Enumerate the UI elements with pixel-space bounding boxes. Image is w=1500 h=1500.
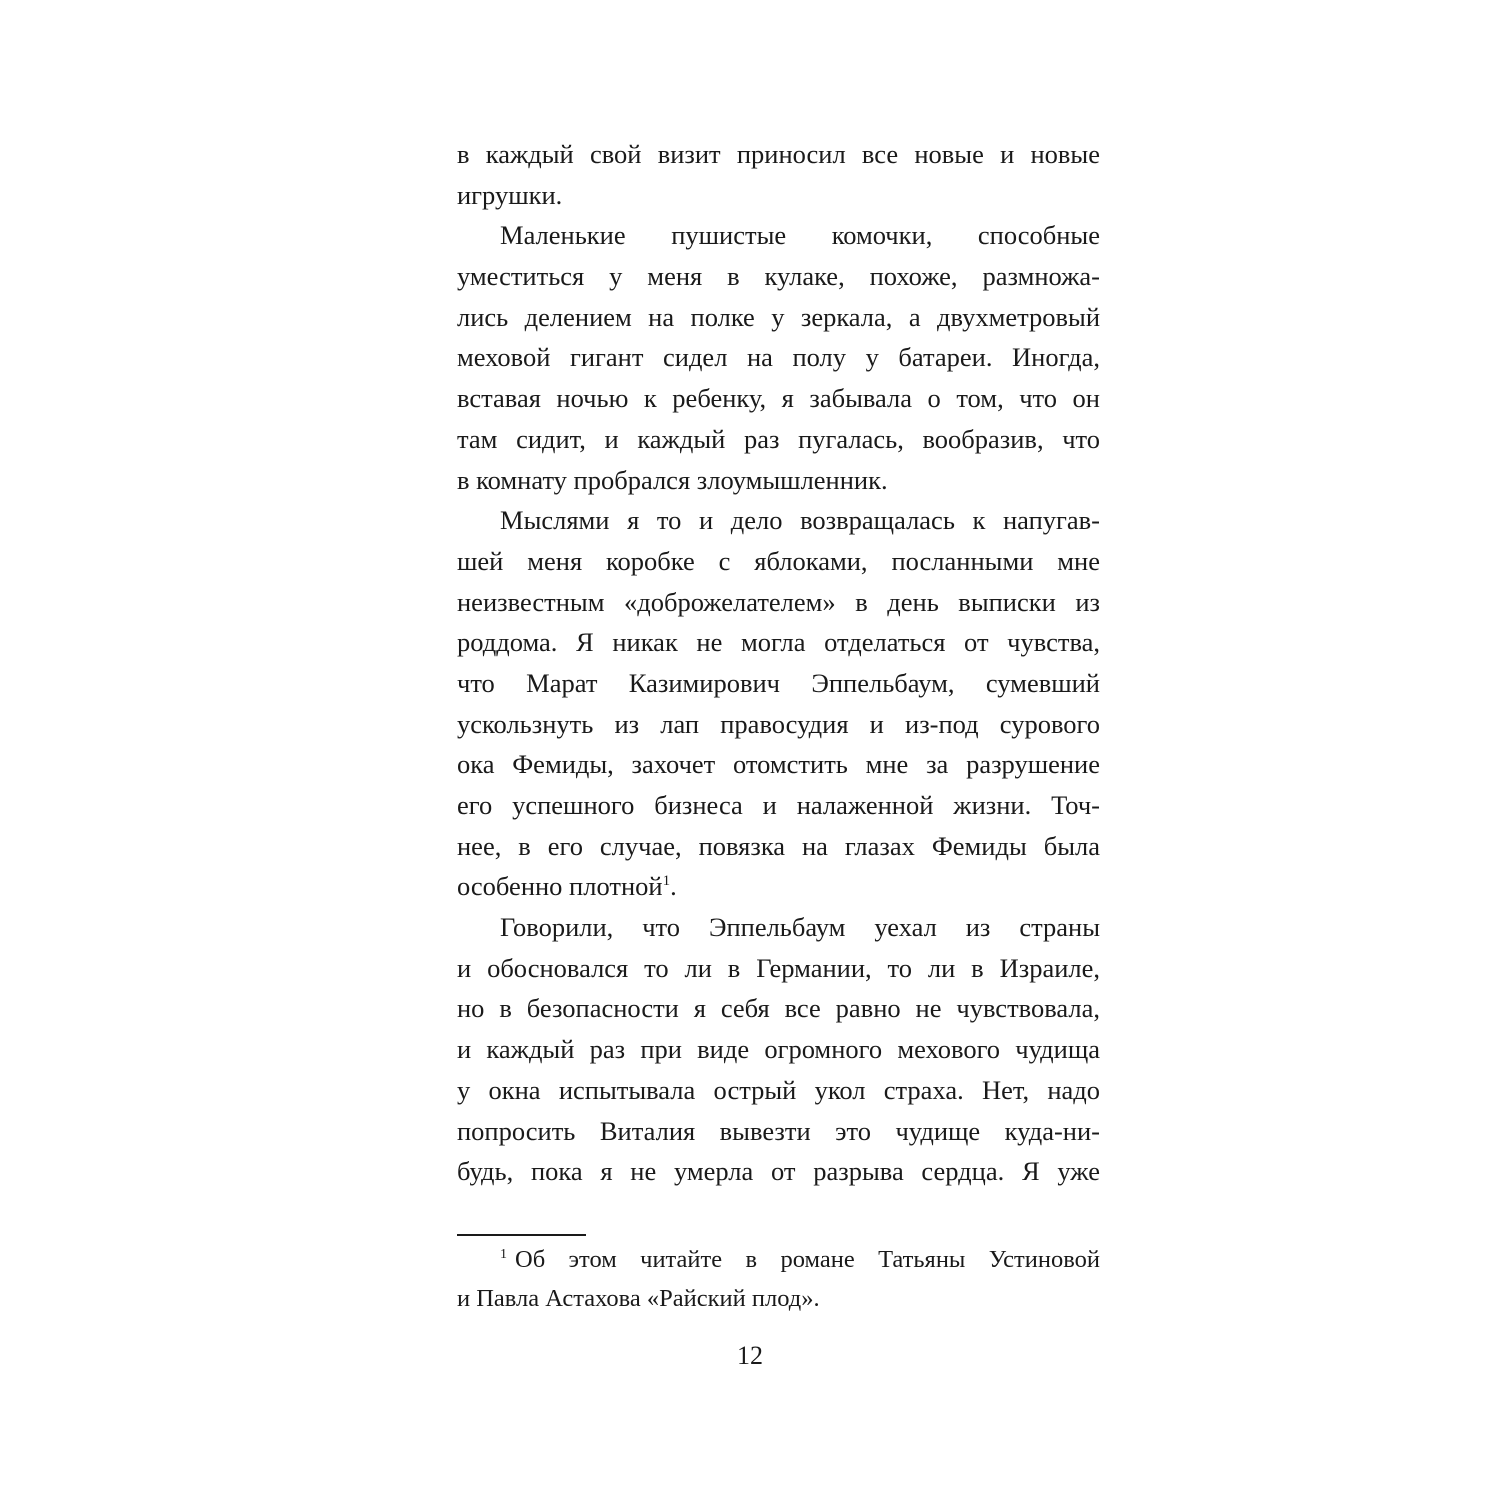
text-line: меховой гигант сидел на полу у батареи. Иногда, [457,342,1100,373]
footnote-line [457,1241,1100,1280]
text-line: в каждый свой визит приносил все новые и новые [457,139,1100,169]
text-line: и обосновался то ли в Германии, то ли в Израиле, [457,952,1100,983]
text-line: попросить Виталия вывезти это чудище куда-ни- [457,1115,1100,1146]
footnote-separator [457,1234,586,1236]
text-line: ускользнуть из лап правосудия и из-под сурового [457,708,1100,739]
text-line: уместиться у меня в кулаке, похоже, размножа- [457,261,1100,292]
body-text [457,134,1100,1192]
text-line: лись делением на полке у зеркала, а двухметровый [457,301,1100,332]
text-line-with-footnote-ref [457,866,1100,907]
text-line: в комнату пробрался злоумышленник. [457,464,888,495]
text-fragment: особенно плотной [457,871,663,902]
text-line: ока Фемиды, захочет отомстить мне за разрушение [457,749,1100,780]
paragraph-start-line: Маленькие пушистые комочки, способные [500,220,1100,251]
paragraph-start-line: Мыслями я то и дело возвращалась к напугав- [500,505,1100,536]
footnote-text: Об этом читайте в романе Татьяны Устиновой [515,1246,1100,1273]
footnote-line: и Павла Астахова «Райский плод». [457,1284,820,1312]
text-fragment: . [670,871,677,902]
footnote-mark: 1 [500,1247,507,1262]
text-line: неизвестным «доброжелателем» в день выписки из [457,586,1100,617]
text-line: вставая ночью к ребенку, я забывала о том, что он [457,383,1100,414]
footnote-reference[interactable]: 1 [662,873,671,890]
footnote [457,1241,1100,1318]
text-line: игрушки. [457,179,563,210]
text-line: шей меня коробке с яблоками, посланными мне [457,545,1100,576]
paragraph-start-line: Говорили, что Эппельбаум уехал из страны [500,912,1100,943]
text-line: будь, пока я не умерла от разрыва сердца. Я уже [457,1156,1100,1187]
text-line: у окна испытывала острый укол страха. Нет, надо [457,1074,1100,1105]
text-line: нее, в его случае, повязка на глазах Фемиды была [457,830,1100,861]
text-line: что Марат Казимирович Эппельбаум, сумевший [457,667,1100,698]
text-line: там сидит, и каждый раз пугалась, вообразив, что [457,423,1100,454]
text-line: и каждый раз при виде огромного мехового чудища [457,1034,1100,1065]
text-line: но в безопасности я себя все равно не чувствовала, [457,993,1100,1024]
text-line: роддома. Я никак не могла отделаться от чувства, [457,627,1100,658]
page-number: 12 [737,1341,763,1370]
text-line: его успешного бизнеса и налаженной жизни. Точ- [457,790,1100,820]
